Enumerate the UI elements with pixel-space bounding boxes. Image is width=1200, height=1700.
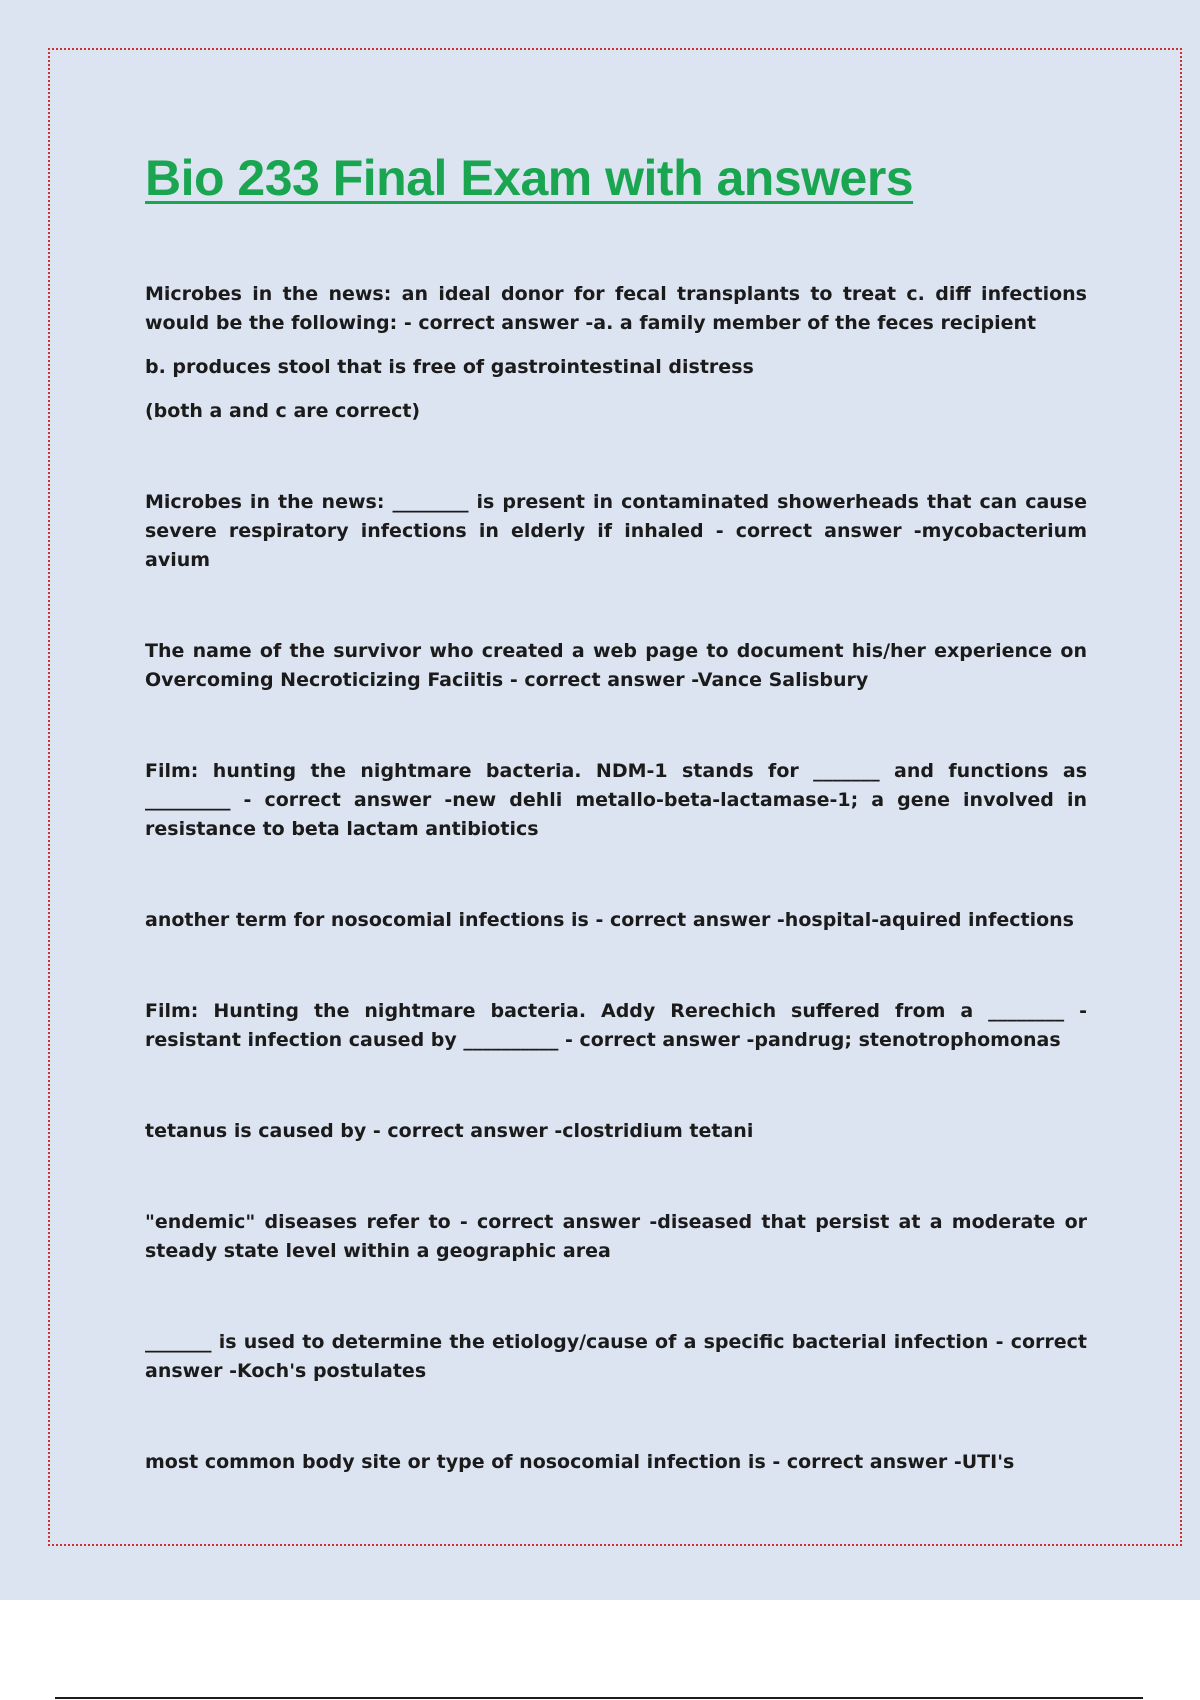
question-text: "endemic" diseases refer to - correct answer -diseased that persist at a moderate or steady state level within a geographic area <box>145 1211 1087 1262</box>
question-item <box>145 1117 1087 1146</box>
question-text: another term for nosocomial infections is - correct answer -hospital-aquired infections <box>145 909 1074 931</box>
question-text: Film: Hunting the nightmare bacteria. Addy Rerechich suffered from a ________ -resistant infection caused by __________ - correct answer -pandrug; stenotrophomonas <box>145 1000 1087 1051</box>
question-text: Film: hunting the nightmare bacteria. NDM-1 stands for _______ and functions as _________ - correct answer -new dehli metallo-beta-lactamase-1; a gene involved in resistance to beta lactam antibiotics <box>145 760 1087 840</box>
question-text: Microbes in the news: ________ is present in contaminated showerheads that can cause severe respiratory infections in elderly if inhaled - correct answer -mycobacterium avium <box>145 491 1087 571</box>
page-bottom-rule <box>55 1697 1143 1699</box>
question-item <box>145 280 1087 426</box>
question-item <box>145 1328 1087 1386</box>
question-text: _______ is used to determine the etiology/cause of a specific bacterial infection - correct answer -Koch's postulates <box>145 1331 1087 1382</box>
question-item <box>145 1208 1087 1266</box>
question-text: most common body site or type of nosocomial infection is - correct answer -UTI's <box>145 1451 1015 1473</box>
question-item <box>145 488 1087 575</box>
question-item <box>145 997 1087 1055</box>
question-text: tetanus is caused by - correct answer -clostridium tetani <box>145 1120 754 1142</box>
question-item <box>145 637 1087 695</box>
question-list <box>145 280 1087 1477</box>
answer-option: b. produces stool that is free of gastrointestinal distress <box>145 356 754 378</box>
question-item <box>145 757 1087 844</box>
page-title: Bio 233 Final Exam with answers <box>145 150 914 206</box>
question-text: The name of the survivor who created a web page to document his/her experience on Overcoming Necroticizing Faciitis - correct answer -Vance Salisbury <box>145 640 1087 691</box>
question-item <box>145 906 1087 935</box>
answer-note: (both a and c are correct) <box>145 400 421 422</box>
question-text: Microbes in the news: an ideal donor for fecal transplants to treat c. diff infections would be the following: - correct answer -a. a family member of the feces recipient <box>145 283 1087 334</box>
question-item <box>145 1448 1087 1477</box>
